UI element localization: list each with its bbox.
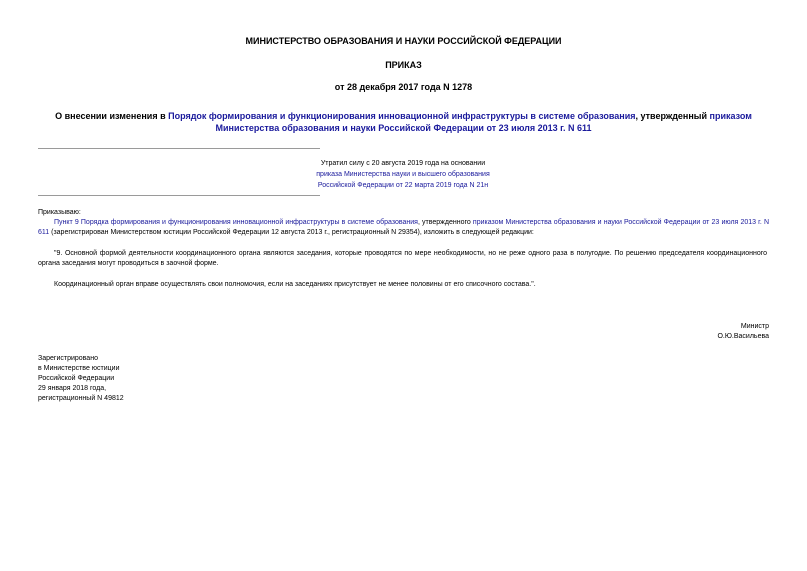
title-link-order[interactable]: приказом Министерства образования и науки Российской Федерации от 23 июля 2013 г. N 611: [215, 111, 752, 133]
signature-position: Министр: [740, 323, 769, 330]
doc-type-heading: ПРИКАЗ: [385, 60, 422, 70]
signature-block: [600, 322, 769, 342]
registration-block: [38, 354, 124, 404]
title-middle: , утвержденный: [635, 111, 710, 121]
order-word: Приказываю:: [38, 209, 81, 216]
paragraph-1: [38, 218, 769, 238]
lost-force-line1: Утратил силу с 20 августа 2019 года на основании: [320, 160, 486, 167]
divider-top: [38, 148, 320, 149]
para1-tail: (зарегистрирован Министерством юстиции Российской Федерации 12 августа 2013 г., регистрационный N 29354), изложить в следующей редакции:: [49, 229, 534, 236]
registration-line3: Российской Федерации: [38, 375, 115, 382]
lost-force-note: [300, 158, 506, 191]
registration-line1: Зарегистрировано: [38, 355, 98, 362]
date-number-heading: от 28 декабря 2017 года N 1278: [334, 82, 473, 92]
registration-line5: регистрационный N 49812: [38, 395, 124, 402]
para1-link-point9[interactable]: Пункт 9 Порядка формирования и функционирования инновационной инфраструктуры в системе образования: [54, 219, 418, 226]
title-prefix: О внесении изменения в: [55, 111, 169, 121]
registration-line2: в Министерстве юстиции: [38, 365, 120, 372]
registration-line4: 29 января 2018 года,: [38, 385, 107, 392]
document-title: [40, 110, 767, 134]
signature-name: О.Ю.Васильева: [717, 333, 769, 340]
para1-mid: , утвержденного: [417, 219, 473, 226]
lost-force-link-line2[interactable]: приказа Министерства науки и высшего образования: [316, 171, 490, 178]
divider-bottom: [38, 195, 320, 196]
quote-paragraph-1: "9. Основной формой деятельности координационного органа являются заседания, которые проводятся по мере необходимости, но не реже одного раза в полугодие. По решению председателя координационного органа заседания могут проводиться в заочной форме.: [38, 250, 767, 267]
title-link-procedure[interactable]: Порядок формирования и функционирования инновационной инфраструктуры в системе образования: [168, 111, 636, 121]
ministry-heading: МИНИСТЕРСТВО ОБРАЗОВАНИЯ И НАУКИ РОССИЙСКОЙ ФЕДЕРАЦИИ: [245, 36, 562, 46]
lost-force-link-line3[interactable]: Российской Федерации от 22 марта 2019 года N 21н: [317, 182, 489, 189]
quote-paragraph-2: Координационный орган вправе осуществлять свои полномочия, если на заседаниях присутствует не менее половины от его списочного состава.".: [54, 281, 536, 288]
para1-link-order[interactable]: приказом Министерства образования и науки Российской Федерации от 23 июля 2013 г. N 611: [38, 219, 770, 236]
